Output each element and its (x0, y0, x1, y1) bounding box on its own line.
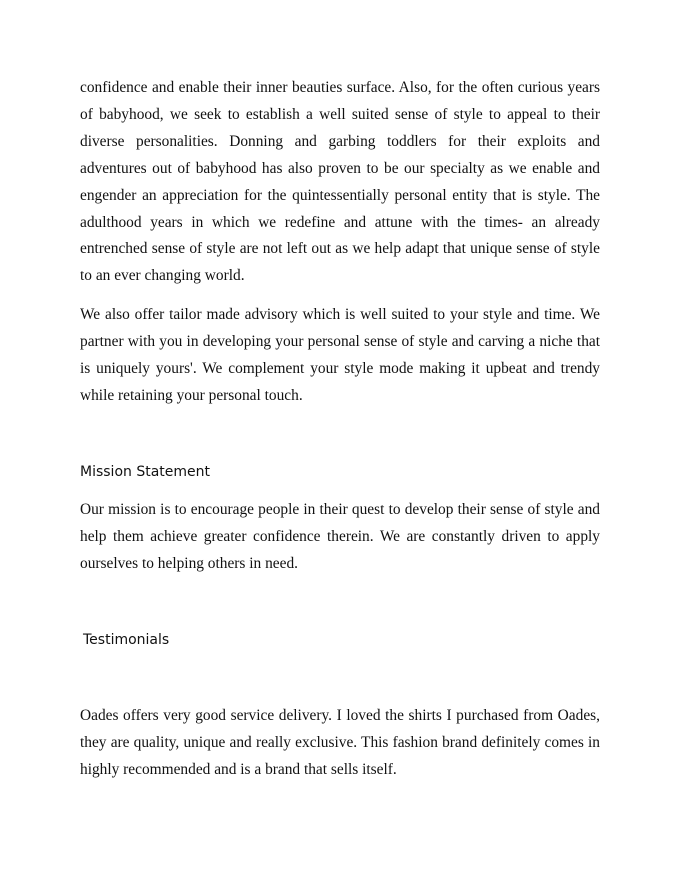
advisory-paragraph: We also offer tailor made advisory which is well suited to your style and time. We partner with you in developing your personal sense of style and carving a niche that is uniquely yours'. We complement your style mode making it upbeat and trendy while retaining your personal touch. (80, 306, 600, 404)
mission-statement-paragraph: Our mission is to encourage people in their quest to develop their sense of style and help them achieve greater confidence therein. We are constantly driven to apply ourselves to helping others in need. (80, 501, 600, 572)
intro-continued-paragraph: confidence and enable their inner beauties surface. Also, for the often curious years of babyhood, we seek to establish a well suited sense of style to appeal to their diverse personalities. Donning and garbing toddlers for their exploits and adventures out of babyhood has also proven to be our specialty as we enable and engender an appreciation for the quintessentially personal entity that is style. The adulthood years in which we redefine and attune with the times- an already entrenched sense of style are not left out as we help adapt that unique sense of style to an ever changing world. (80, 79, 600, 285)
testimonials-heading: Testimonials (83, 632, 170, 648)
mission-statement-heading: Mission Statement (80, 464, 211, 480)
testimonial-paragraph: Oades offers very good service delivery. I loved the shirts I purchased from Oades, they are quality, unique and really exclusive. This fashion brand definitely comes in highly recommended and is a brand that sells itself. (80, 707, 600, 778)
